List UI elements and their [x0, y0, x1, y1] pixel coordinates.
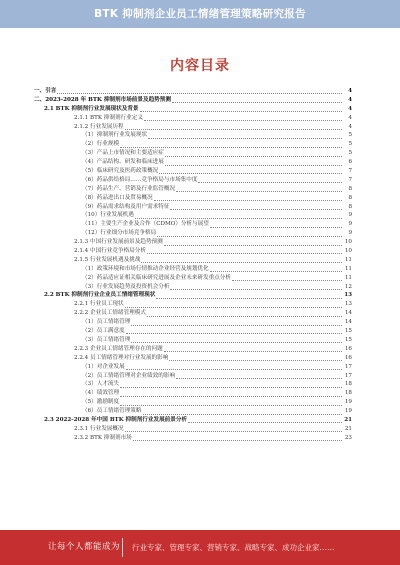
- toc-entry-label: （2）药品适应证相关临床研究进展及企业未来研发重点分析: [82, 274, 231, 281]
- toc-leader-dots: [198, 177, 342, 183]
- toc-page-number: 12: [344, 283, 352, 290]
- table-of-contents: [34, 87, 352, 443]
- toc-entry-label: 2.1.2 行业发展历程: [74, 123, 124, 130]
- toc-page-number: 4: [348, 88, 352, 94]
- toc-entry[interactable]: [34, 363, 352, 372]
- toc-entry-label: （5）临床研究及医药政策概况: [82, 168, 159, 175]
- toc-entry-label: （1）政策环境和市场行情推动企业经营及规划优化: [82, 265, 209, 272]
- toc-page-number: 4: [348, 96, 352, 103]
- toc-entry-label: 2.1.4 中国行业竞争格局分析: [74, 248, 146, 255]
- footer-divider: [122, 538, 123, 557]
- toc-leader-dots: [232, 275, 342, 281]
- toc-page-number: 13: [344, 292, 352, 299]
- toc-leader-dots: [131, 320, 342, 326]
- toc-page-number: 8: [348, 203, 352, 210]
- toc-entry[interactable]: [34, 318, 352, 327]
- toc-page-number: 5: [348, 150, 352, 157]
- toc-entry-label: （2）员工满意度: [82, 328, 125, 335]
- toc-page-number: 11: [344, 265, 352, 272]
- toc-leader-dots: [170, 204, 342, 210]
- toc-leader-dots: [126, 328, 342, 334]
- toc-entry[interactable]: [34, 96, 352, 105]
- toc-leader-dots: [170, 284, 342, 290]
- toc-entry[interactable]: [34, 140, 352, 149]
- toc-leader-dots: [143, 409, 343, 415]
- toc-entry[interactable]: [34, 247, 352, 256]
- toc-page-number: 15: [344, 328, 352, 335]
- toc-entry[interactable]: [34, 407, 352, 416]
- toc-entry-label: （4）产品结构、研发和临床进展: [82, 159, 164, 166]
- toc-entry[interactable]: [34, 274, 352, 283]
- toc-entry[interactable]: [34, 194, 352, 203]
- toc-entry-label: （2）员工情绪管理对企业绩效的影响: [82, 372, 176, 379]
- toc-page-number: 4: [348, 114, 352, 121]
- toc-leader-dots: [120, 400, 342, 406]
- toc-page-number: 6: [348, 159, 352, 166]
- toc-page-number: 21: [344, 425, 352, 432]
- toc-page-number: 11: [344, 274, 352, 281]
- toc-entry-label: （3）行业发展趋势及投资机会分析: [82, 283, 170, 290]
- toc-entry[interactable]: [34, 123, 352, 132]
- toc-page-number: 19: [344, 408, 352, 415]
- toc-entry[interactable]: [34, 309, 352, 318]
- toc-page-number: 10: [344, 239, 352, 246]
- toc-entry-label: 二、2023-2028 年 BTK 抑制剂市场前景及趋势预测: [34, 96, 171, 103]
- toc-page-number: 10: [344, 248, 352, 255]
- toc-page-number: 17: [344, 363, 352, 370]
- toc-entry-label: 2.1 BTK 抑制剂行业发展现状及背景: [44, 105, 139, 112]
- toc-page-number: 8: [348, 185, 352, 192]
- toc-entry-label: 2.1.3 中国行业发展前景及趋势预测: [74, 239, 163, 246]
- toc-page-number: 13: [344, 301, 352, 308]
- toc-entry[interactable]: [34, 185, 352, 194]
- toc-entry-label: 2.2 BTK 抑制剂行业企业员工情绪管理现状: [44, 292, 156, 299]
- toc-page-number: 4: [348, 105, 352, 112]
- toc-leader-dots: [159, 168, 342, 174]
- toc-entry[interactable]: [34, 211, 352, 220]
- toc-page-number: 7: [348, 176, 352, 183]
- toc-entry[interactable]: [34, 114, 352, 123]
- toc-entry[interactable]: [34, 372, 352, 381]
- toc-entry[interactable]: [34, 87, 352, 96]
- toc-entry-label: （1）对企业发展: [82, 363, 125, 370]
- toc-page-number: 8: [348, 194, 352, 201]
- toc-entry-label: （6）员工情绪管理策略: [82, 408, 142, 415]
- footer-slogan: 让每个人都能成为: [48, 542, 121, 552]
- toc-page-number: 9: [348, 221, 352, 228]
- toc-entry-label: （11）主要生产企业及合作（CDMO）分析与展望: [82, 221, 209, 228]
- toc-page-number: 23: [344, 434, 352, 441]
- toc-entry[interactable]: [34, 416, 352, 425]
- toc-entry-label: 2.3 2022-2028 年中国 BTK 抑制剂行业发展前景分析: [44, 416, 188, 423]
- toc-leader-dots: [120, 142, 342, 148]
- toc-page-number: 21: [344, 416, 352, 423]
- toc-entry-label: （1）抑制剂行业发展现状: [82, 132, 148, 139]
- toc-leader-dots: [125, 426, 342, 432]
- toc-page-number: 5: [348, 141, 352, 148]
- toc-entry-label: 一、引言: [34, 88, 57, 94]
- toc-entry[interactable]: [34, 389, 352, 398]
- toc-entry[interactable]: [34, 105, 352, 114]
- toc-entry-label: （3）员工情绪管理: [82, 336, 131, 343]
- toc-entry-label: 2.2.2 企业员工情绪管理模式: [74, 310, 146, 317]
- toc-page-number: 15: [344, 336, 352, 343]
- toc-leader-dots: [120, 382, 342, 388]
- toc-entry[interactable]: [34, 203, 352, 212]
- toc-leader-dots: [135, 213, 342, 219]
- toc-entry-label: （10）行业发展机遇: [82, 212, 134, 219]
- toc-entry[interactable]: [34, 345, 352, 354]
- report-title: BTK 抑制剂企业员工情绪管理策略研究报告: [94, 8, 306, 20]
- toc-entry-label: （3）人才流失: [82, 381, 120, 388]
- toc-entry-label: 2.2.3 企业员工情绪管理存在的问题: [74, 345, 163, 352]
- toc-entry-label: 2.1.5 行业发展机遇及挑战: [74, 256, 141, 263]
- toc-entry[interactable]: [34, 425, 352, 434]
- toc-entry-label: （2）行业规模: [82, 141, 120, 148]
- toc-leader-dots: [210, 266, 342, 272]
- toc-page-number: 16: [344, 345, 352, 352]
- toc-heading: 内容目录: [170, 58, 230, 74]
- toc-page-number: 14: [344, 319, 352, 326]
- toc-leader-dots: [156, 293, 342, 299]
- toc-entry[interactable]: [34, 327, 352, 336]
- toc-entry[interactable]: [34, 131, 352, 140]
- toc-entry-label: （3）产品上市情况和主要适应症: [82, 150, 164, 157]
- toc-leader-dots: [144, 115, 342, 121]
- toc-leader-dots: [176, 186, 342, 192]
- toc-entry[interactable]: [34, 220, 352, 229]
- toc-entry[interactable]: [34, 354, 352, 363]
- toc-entry-label: （9）药品需求结构及用户需求特征: [82, 203, 170, 210]
- toc-entry[interactable]: [34, 291, 352, 300]
- toc-leader-dots: [147, 311, 342, 317]
- toc-entry[interactable]: [34, 300, 352, 309]
- toc-page-number: 9: [348, 212, 352, 219]
- toc-page-number: 7: [348, 168, 352, 175]
- toc-leader-dots: [176, 373, 342, 379]
- toc-entry-label: 2.2.4 员工情绪管理对行业发展的影响: [74, 354, 169, 361]
- toc-leader-dots: [133, 435, 342, 441]
- toc-entry[interactable]: [34, 238, 352, 247]
- toc-leader-dots: [169, 355, 342, 361]
- toc-leader-dots: [188, 417, 342, 423]
- toc-page-number: 18: [344, 390, 352, 397]
- toc-leader-dots: [140, 106, 342, 112]
- toc-page-number: 9: [348, 230, 352, 237]
- toc-leader-dots: [164, 240, 342, 246]
- toc-entry-label: （8）药品进出口及贸易概况: [82, 194, 153, 201]
- toc-leader-dots: [172, 97, 342, 103]
- toc-leader-dots: [131, 337, 342, 343]
- toc-page-number: 18: [344, 381, 352, 388]
- toc-entry[interactable]: [34, 265, 352, 274]
- toc-leader-dots: [57, 88, 342, 94]
- toc-leader-dots: [165, 160, 342, 166]
- toc-leader-dots: [141, 257, 342, 263]
- toc-leader-dots: [210, 222, 342, 228]
- toc-entry-label: 2.3.1 行业发展概况: [74, 425, 124, 432]
- toc-leader-dots: [147, 248, 342, 254]
- toc-page-number: 14: [344, 310, 352, 317]
- toc-entry-label: （5）激励制度: [82, 399, 120, 406]
- toc-leader-dots: [164, 346, 342, 352]
- toc-entry[interactable]: [34, 434, 352, 443]
- toc-entry-label: 2.3.2 BTK 抑制剂市场: [74, 434, 132, 441]
- toc-page-number: 19: [344, 399, 352, 406]
- toc-entry-label: （12）行业细分市场竞争格局: [82, 230, 157, 237]
- toc-entry[interactable]: [34, 256, 352, 265]
- toc-entry[interactable]: [34, 380, 352, 389]
- toc-leader-dots: [165, 151, 342, 157]
- toc-leader-dots: [126, 364, 342, 370]
- toc-entry[interactable]: [34, 176, 352, 185]
- toc-entry[interactable]: [34, 158, 352, 167]
- toc-entry-label: （1）员工情绪管理: [82, 319, 131, 326]
- toc-entry[interactable]: [34, 149, 352, 158]
- toc-page-number: 17: [344, 372, 352, 379]
- toc-leader-dots: [157, 231, 342, 237]
- toc-leader-dots: [125, 302, 342, 308]
- toc-page-number: 4: [348, 123, 352, 130]
- toc-entry-label: 2.1.1 BTK 抑制剂行业定义: [74, 114, 143, 121]
- toc-leader-dots: [148, 133, 342, 139]
- toc-entry[interactable]: [34, 283, 352, 292]
- toc-entry-label: （4）绩效管理: [82, 390, 120, 397]
- toc-entry-label: （7）药品生产、营销及行业监管概况: [82, 185, 176, 192]
- toc-page-number: 5: [348, 132, 352, 139]
- toc-entry[interactable]: [34, 229, 352, 238]
- toc-page-number: 16: [344, 354, 352, 361]
- toc-entry[interactable]: [34, 398, 352, 407]
- toc-leader-dots: [125, 124, 342, 130]
- footer-tagline: 行业专家、管理专家、营销专家、战略专家、成功企业家……: [132, 543, 335, 552]
- toc-entry[interactable]: [34, 336, 352, 345]
- toc-leader-dots: [154, 195, 342, 201]
- toc-page-number: 11: [344, 256, 352, 263]
- toc-leader-dots: [120, 391, 342, 397]
- toc-entry-label: 2.2.1 行业员工现状: [74, 301, 124, 308]
- toc-entry-label: （6）药品供给格局……竞争格局与市场集中度: [82, 176, 198, 183]
- toc-entry[interactable]: [34, 167, 352, 176]
